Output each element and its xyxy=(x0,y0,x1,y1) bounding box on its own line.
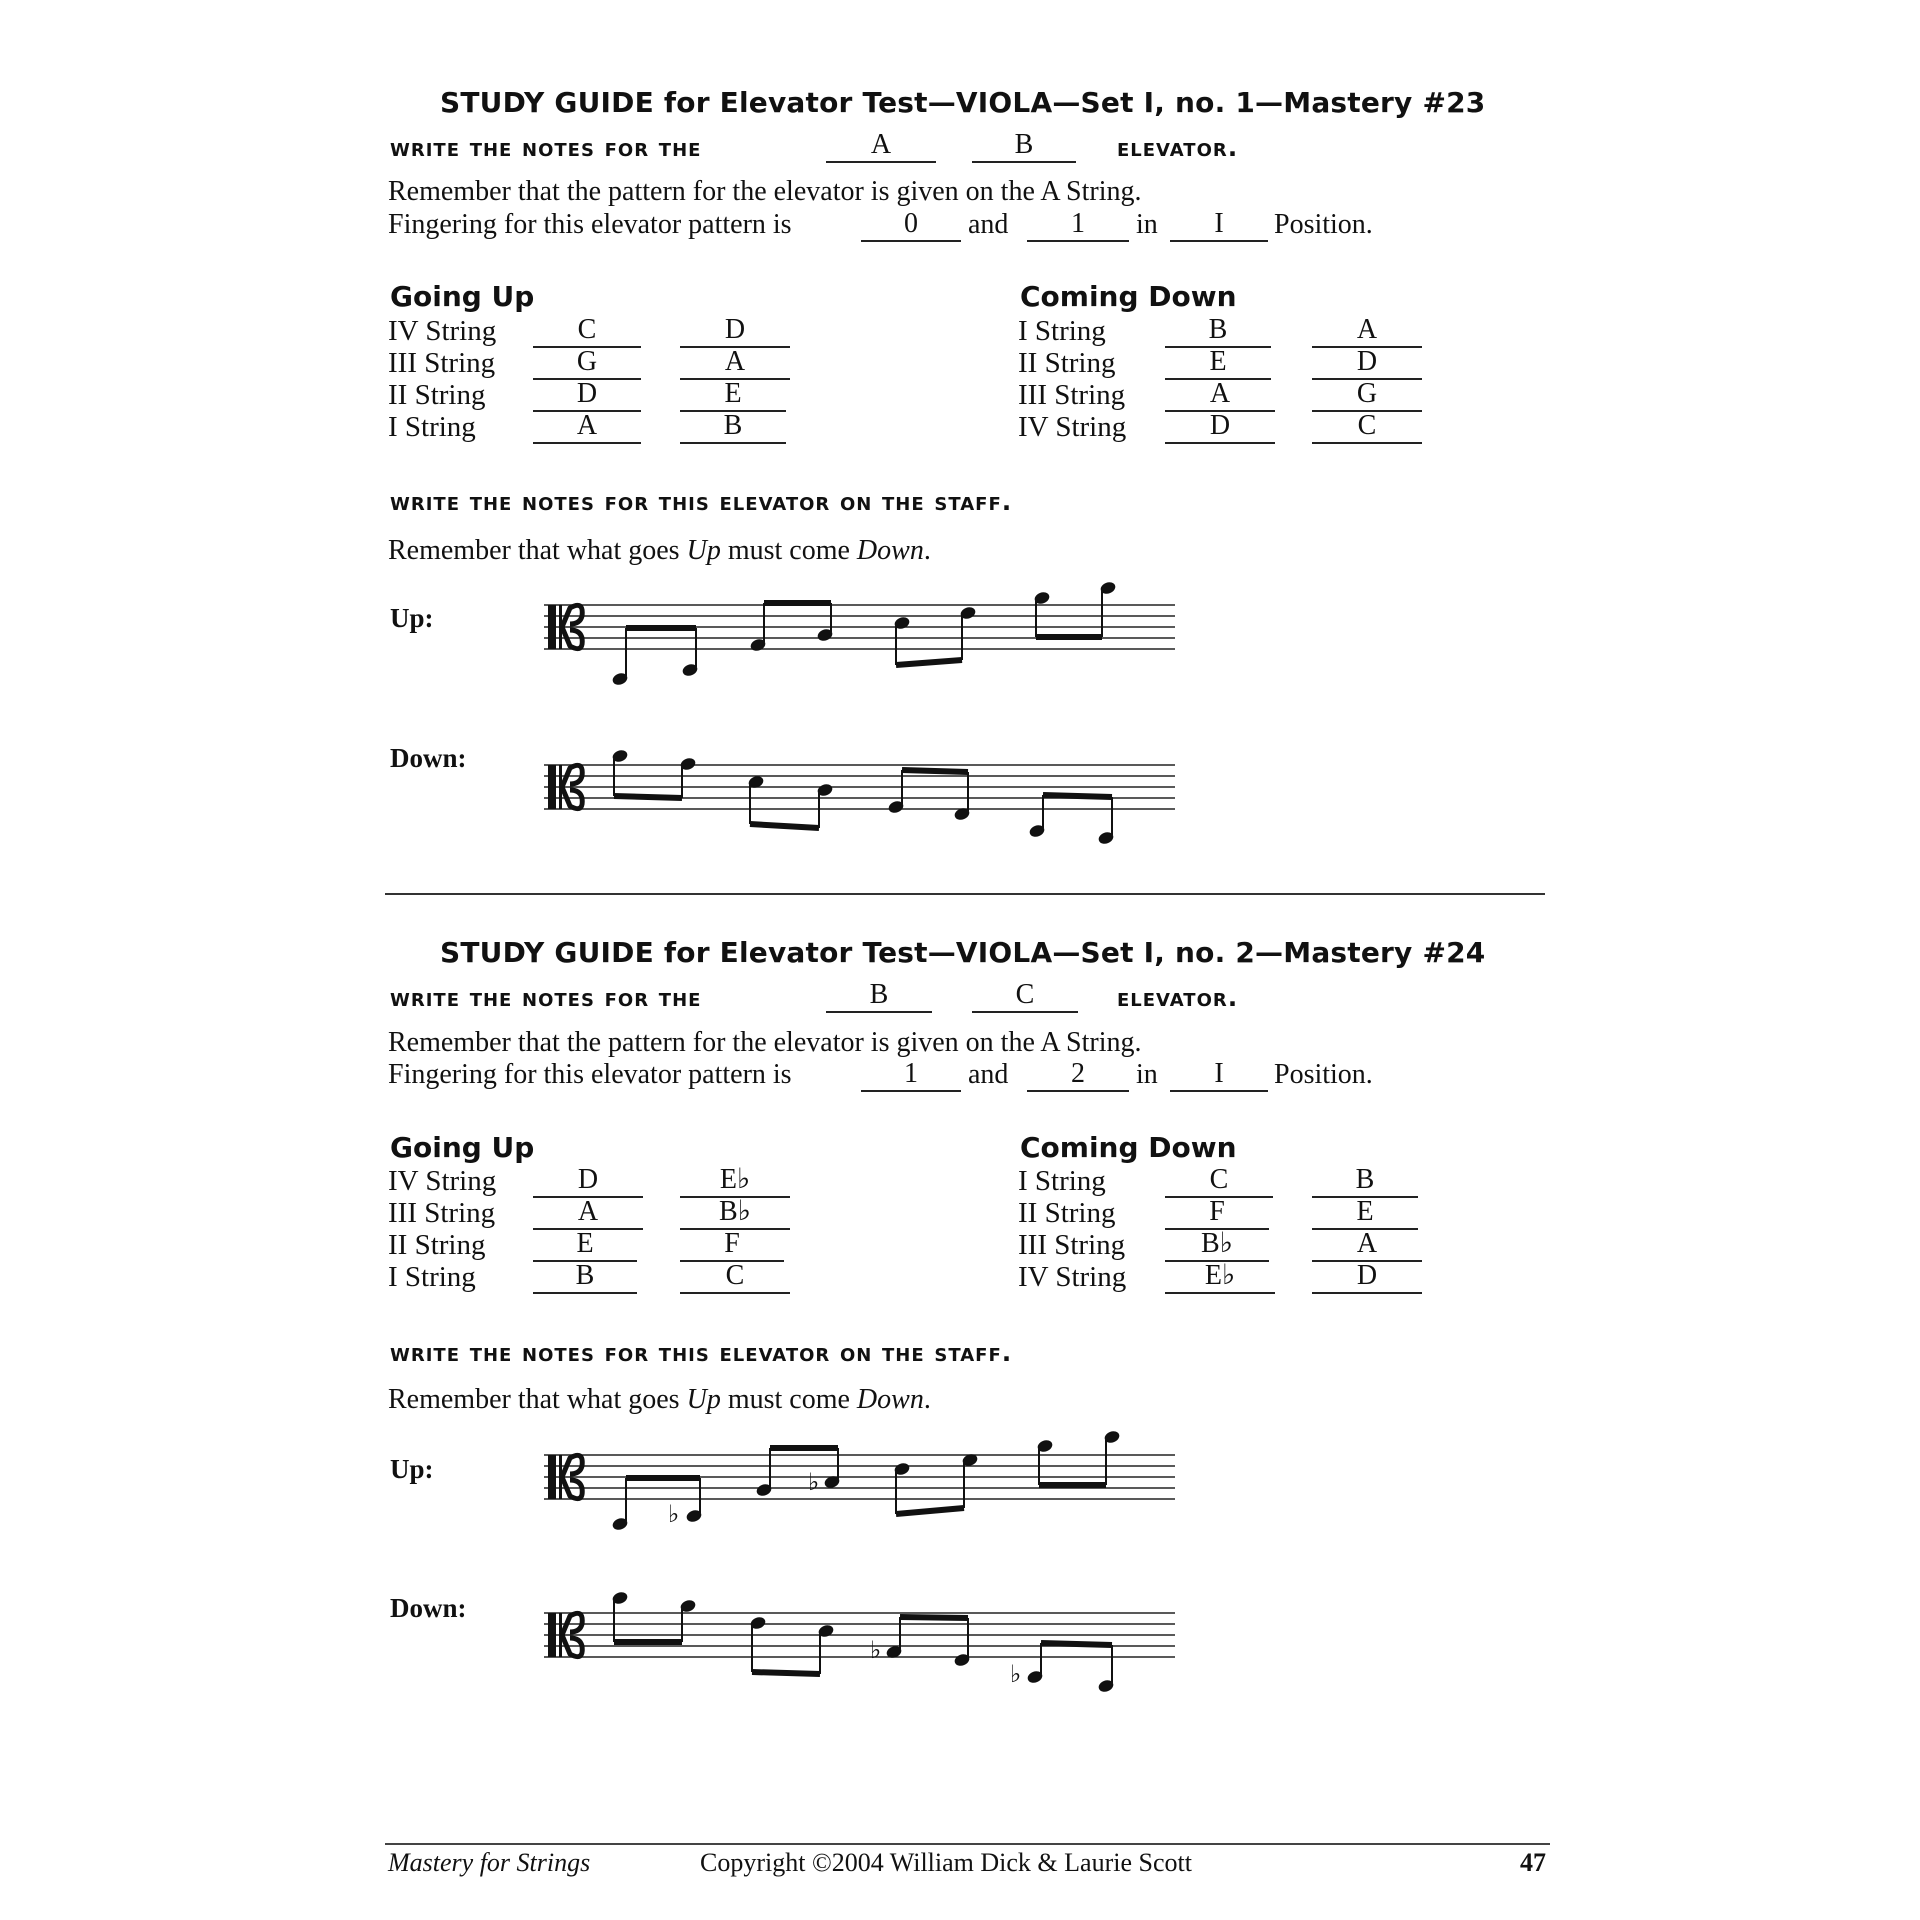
coming-down-string-label: III String xyxy=(1018,1229,1126,1261)
coming-down-string-label: I String xyxy=(1018,1165,1106,1197)
coming-down-note-blank[interactable]: B♭ xyxy=(1165,1228,1269,1262)
and-word: and xyxy=(968,209,1009,240)
elevator-note-2-blank[interactable]: C xyxy=(972,979,1078,1013)
down-staff xyxy=(540,1588,1180,1700)
coming-down-string-label: III String xyxy=(1018,379,1126,411)
up-staff xyxy=(540,1430,1180,1540)
going-up-heading: Going Up xyxy=(390,280,535,313)
in-word: in xyxy=(1136,209,1158,240)
remember-pattern-text: Remember that the pattern for the elevator is given on the A String. xyxy=(388,1027,1142,1058)
finger-1-blank[interactable]: 0 xyxy=(861,208,961,242)
and-word: and xyxy=(968,1059,1009,1090)
down-staff xyxy=(540,740,1180,850)
study-guide-set-2 xyxy=(0,848,1920,1698)
coming-down-note-blank[interactable]: A xyxy=(1312,314,1422,348)
position-word: Position. xyxy=(1274,1059,1373,1090)
fingering-text: Fingering for this elevator pattern is xyxy=(388,1059,792,1090)
coming-down-note-blank[interactable]: D xyxy=(1312,346,1422,380)
down-label: Down: xyxy=(390,1593,467,1623)
going-up-string-label: IV String xyxy=(388,315,497,347)
going-up-string-label: I String xyxy=(388,1261,476,1293)
elevator-note-1-blank[interactable]: A xyxy=(826,129,936,163)
going-up-note-blank[interactable]: D xyxy=(533,378,641,412)
going-up-note-blank[interactable]: A xyxy=(533,1196,643,1230)
going-up-note-blank[interactable]: C xyxy=(680,1260,790,1294)
going-up-note-blank[interactable]: A xyxy=(533,410,641,444)
in-word: in xyxy=(1136,1059,1158,1090)
position-blank[interactable]: I xyxy=(1170,208,1268,242)
going-up-string-label: III String xyxy=(388,1197,496,1229)
going-up-string-label: II String xyxy=(388,379,486,411)
going-up-note-blank[interactable]: F xyxy=(680,1228,784,1262)
coming-down-note-blank[interactable]: C xyxy=(1312,410,1422,444)
section-title: STUDY GUIDE for Elevator Test—VIOLA—Set I, no. 1—Mastery #23 xyxy=(440,86,1486,119)
going-up-note-blank[interactable]: E xyxy=(680,378,786,412)
write-label-pre: write the notes for the xyxy=(390,133,702,162)
going-up-note-blank[interactable]: D xyxy=(533,1164,643,1198)
write-notes-label xyxy=(390,133,701,162)
coming-down-note-blank[interactable]: C xyxy=(1165,1164,1273,1198)
going-up-note-blank[interactable]: G xyxy=(533,346,641,380)
elevator-note-2-blank[interactable]: B xyxy=(972,129,1076,163)
flat-icon: ♭ xyxy=(1010,1660,1022,1688)
section-title: STUDY GUIDE for Elevator Test—VIOLA—Set I, no. 2—Mastery #24 xyxy=(440,936,1486,969)
coming-down-note-blank[interactable]: D xyxy=(1165,410,1275,444)
position-word: Position. xyxy=(1274,209,1373,240)
coming-down-string-label: II String xyxy=(1018,1197,1116,1229)
going-up-string-label: IV String xyxy=(388,1165,497,1197)
study-guide-set-1 xyxy=(0,0,1920,850)
coming-down-string-label: II String xyxy=(1018,347,1116,379)
coming-down-note-blank[interactable]: E xyxy=(1165,346,1271,380)
coming-down-note-blank[interactable]: A xyxy=(1165,378,1275,412)
coming-down-note-blank[interactable]: B xyxy=(1165,314,1271,348)
finger-2-blank[interactable]: 1 xyxy=(1027,208,1129,242)
flat-icon: ♭ xyxy=(870,1636,882,1664)
finger-2-blank[interactable]: 2 xyxy=(1027,1058,1129,1092)
going-up-note-blank[interactable]: C xyxy=(533,314,641,348)
down-label: Down: xyxy=(390,743,467,773)
coming-down-note-blank[interactable]: B xyxy=(1312,1164,1418,1198)
page-number: 47 xyxy=(1520,1848,1546,1877)
write-notes-label: write the notes for the xyxy=(390,983,702,1012)
coming-down-note-blank[interactable]: F xyxy=(1165,1196,1269,1230)
going-up-note-blank[interactable]: B xyxy=(533,1260,637,1294)
staff-heading: write the notes for this elevator on the staff. xyxy=(390,1338,1013,1367)
going-up-string-label: II String xyxy=(388,1229,486,1261)
going-up-note-blank[interactable]: E xyxy=(533,1228,637,1262)
elevator-note-1-blank[interactable]: B xyxy=(826,979,932,1013)
going-up-note-blank[interactable]: E♭ xyxy=(680,1164,790,1198)
going-up-note-blank[interactable]: D xyxy=(680,314,790,348)
position-blank[interactable]: I xyxy=(1170,1058,1268,1092)
elevator-label: elevator. xyxy=(1117,983,1239,1012)
going-up-string-label: I String xyxy=(388,411,476,443)
footer-copyright: Copyright ©2004 William Dick & Laurie Scott xyxy=(700,1848,1192,1877)
coming-down-note-blank[interactable]: D xyxy=(1312,1260,1422,1294)
up-down-reminder: Remember that what goes Up must come Down. xyxy=(388,535,931,566)
up-label: Up: xyxy=(390,1454,434,1484)
going-up-note-blank[interactable]: B♭ xyxy=(680,1196,790,1230)
coming-down-note-blank[interactable]: A xyxy=(1312,1228,1422,1262)
remember-pattern-text: Remember that the pattern for the elevator is given on the A String. xyxy=(388,176,1142,207)
going-up-note-blank[interactable]: A xyxy=(680,346,790,380)
going-up-note-blank[interactable]: B xyxy=(680,410,786,444)
flat-icon: ♭ xyxy=(808,1468,820,1496)
coming-down-note-blank[interactable]: G xyxy=(1312,378,1422,412)
footer-rule xyxy=(385,1843,1550,1845)
coming-down-string-label: IV String xyxy=(1018,1261,1127,1293)
up-down-reminder: Remember that what goes Up must come Down. xyxy=(388,1384,931,1415)
coming-down-note-blank[interactable]: E♭ xyxy=(1165,1260,1275,1294)
going-up-string-label: III String xyxy=(388,347,496,379)
elevator-label: elevator. xyxy=(1117,133,1239,162)
finger-1-blank[interactable]: 1 xyxy=(861,1058,961,1092)
coming-down-string-label: IV String xyxy=(1018,411,1127,443)
flat-icon: ♭ xyxy=(668,1500,680,1528)
up-label: Up: xyxy=(390,603,434,633)
coming-down-string-label: I String xyxy=(1018,315,1106,347)
coming-down-heading: Coming Down xyxy=(1020,280,1237,313)
footer-book-title: Mastery for Strings xyxy=(388,1848,591,1877)
fingering-text: Fingering for this elevator pattern is xyxy=(388,209,792,240)
up-staff xyxy=(540,580,1180,690)
coming-down-heading: Coming Down xyxy=(1020,1131,1237,1164)
staff-heading: write the notes for this elevator on the staff. xyxy=(390,487,1013,516)
coming-down-note-blank[interactable]: E xyxy=(1312,1196,1418,1230)
going-up-heading: Going Up xyxy=(390,1131,535,1164)
